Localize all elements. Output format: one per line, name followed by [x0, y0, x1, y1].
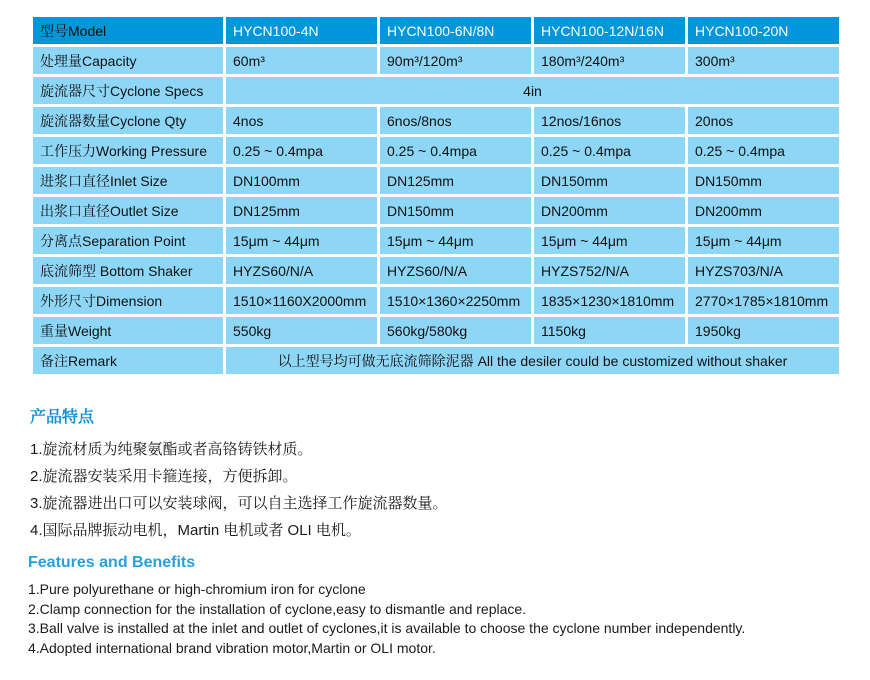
table-header-row	[32, 16, 841, 46]
spec-label: 旋流器数量Cyclone Qty	[32, 106, 225, 136]
spec-value-merged: 以上型号均可做无底流筛除泥器 All the desiler could be customized without shaker	[225, 346, 841, 376]
product-features-cn-section	[30, 404, 448, 544]
cn-features-heading: 产品特点	[30, 409, 95, 426]
spec-value: 1835×1230×1810mm	[533, 286, 687, 316]
spec-value: DN100mm	[225, 166, 379, 196]
spec-value: 60m³	[225, 46, 379, 76]
spec-value: HYZS703/N/A	[687, 256, 841, 286]
spec-value: HYZS60/N/A	[225, 256, 379, 286]
spec-label: 进浆口直径Inlet Size	[32, 166, 225, 196]
header-model-4: HYCN100-20N	[687, 16, 841, 46]
spec-value: 15μm ~ 44μm	[687, 226, 841, 256]
spec-value: 20nos	[687, 106, 841, 136]
spec-label: 重量Weight	[32, 316, 225, 346]
spec-value: 180m³/240m³	[533, 46, 687, 76]
spec-value: DN200mm	[687, 196, 841, 226]
spec-value: 560kg/580kg	[379, 316, 533, 346]
spec-value: 0.25 ~ 0.4mpa	[379, 136, 533, 166]
spec-value: 15μm ~ 44μm	[533, 226, 687, 256]
spec-value: 1510×1360×2250mm	[379, 286, 533, 316]
spec-value: 0.25 ~ 0.4mpa	[687, 136, 841, 166]
header-model-1: HYCN100-4N	[225, 16, 379, 46]
spec-label: 处理量Capacity	[32, 46, 225, 76]
list-item: 3.旋流器进出口可以安装球阀，可以自主选择工作旋流器数量。	[30, 495, 448, 512]
product-spec-table	[30, 14, 842, 377]
spec-value: 300m³	[687, 46, 841, 76]
spec-value: 1950kg	[687, 316, 841, 346]
list-item: 4.国际品牌振动电机，Martin 电机或者 OLI 电机。	[30, 522, 361, 539]
spec-value: DN150mm	[379, 196, 533, 226]
spec-value: 15μm ~ 44μm	[379, 226, 533, 256]
spec-value: 6nos/8nos	[379, 106, 533, 136]
spec-value: 0.25 ~ 0.4mpa	[533, 136, 687, 166]
spec-value: 4nos	[225, 106, 379, 136]
spec-value: 1510×1160X2000mm	[225, 286, 379, 316]
spec-label: 备注Remark	[32, 346, 225, 376]
spec-value: DN150mm	[533, 166, 687, 196]
table-row-capacity	[32, 46, 841, 76]
spec-value: 550kg	[225, 316, 379, 346]
spec-value: DN200mm	[533, 196, 687, 226]
spec-value: HYZS60/N/A	[379, 256, 533, 286]
spec-value: DN125mm	[225, 196, 379, 226]
spec-value: 15μm ~ 44μm	[225, 226, 379, 256]
table-row-inlet-size	[32, 166, 841, 196]
table-row-bottom-shaker	[32, 256, 841, 286]
features-and-benefits-section	[28, 554, 745, 658]
spec-label: 外形尺寸Dimension	[32, 286, 225, 316]
spec-label: 旋流器尺寸Cyclone Specs	[32, 76, 225, 106]
en-features-heading: Features and Benefits	[28, 554, 196, 571]
spec-label: 工作压力Working Pressure	[32, 136, 225, 166]
spec-value: 2770×1785×1810mm	[687, 286, 841, 316]
list-item: 3.Ball valve is installed at the inlet and outlet of cyclones,it is available to choose the cyclone number independently.	[28, 620, 746, 636]
header-model-2: HYCN100-6N/8N	[379, 16, 533, 46]
spec-value: 12nos/16nos	[533, 106, 687, 136]
table-row-remark	[32, 346, 841, 376]
spec-value: 0.25 ~ 0.4mpa	[225, 136, 379, 166]
spec-value: 1150kg	[533, 316, 687, 346]
cn-features-list	[30, 436, 448, 544]
spec-label: 出浆口直径Outlet Size	[32, 196, 225, 226]
list-item: 1.旋流材质为纯聚氨酯或者高铬铸铁材质。	[30, 441, 313, 458]
en-features-list	[28, 580, 745, 658]
list-item: 1.Pure polyurethane or high-chromium iron for cyclone	[28, 581, 366, 597]
table-row-cyclone-qty	[32, 106, 841, 136]
spec-value: DN125mm	[379, 166, 533, 196]
spec-label: 分离点Separation Point	[32, 226, 225, 256]
list-item: 2.Clamp connection for the installation of cyclone,easy to dismantle and replace.	[28, 600, 527, 617]
spec-value-merged: 4in	[225, 76, 841, 106]
list-item: 2.旋流器安装采用卡箍连接，方便拆卸。	[30, 468, 298, 485]
table-row-cyclone-specs	[32, 76, 841, 106]
table-row-separation-point	[32, 226, 841, 256]
table-row-outlet-size	[32, 196, 841, 226]
spec-value: DN150mm	[687, 166, 841, 196]
spec-value: HYZS752/N/A	[533, 256, 687, 286]
spec-value: 90m³/120m³	[379, 46, 533, 76]
header-model-3: HYCN100-12N/16N	[533, 16, 687, 46]
table-row-working-pressure	[32, 136, 841, 166]
table-row-dimension	[32, 286, 841, 316]
table-row-weight	[32, 316, 841, 346]
spec-label: 底流筛型 Bottom Shaker	[32, 256, 225, 286]
header-label-model: 型号Model	[32, 16, 225, 46]
list-item: 4.Adopted international brand vibration motor,Martin or OLI motor.	[28, 639, 436, 656]
